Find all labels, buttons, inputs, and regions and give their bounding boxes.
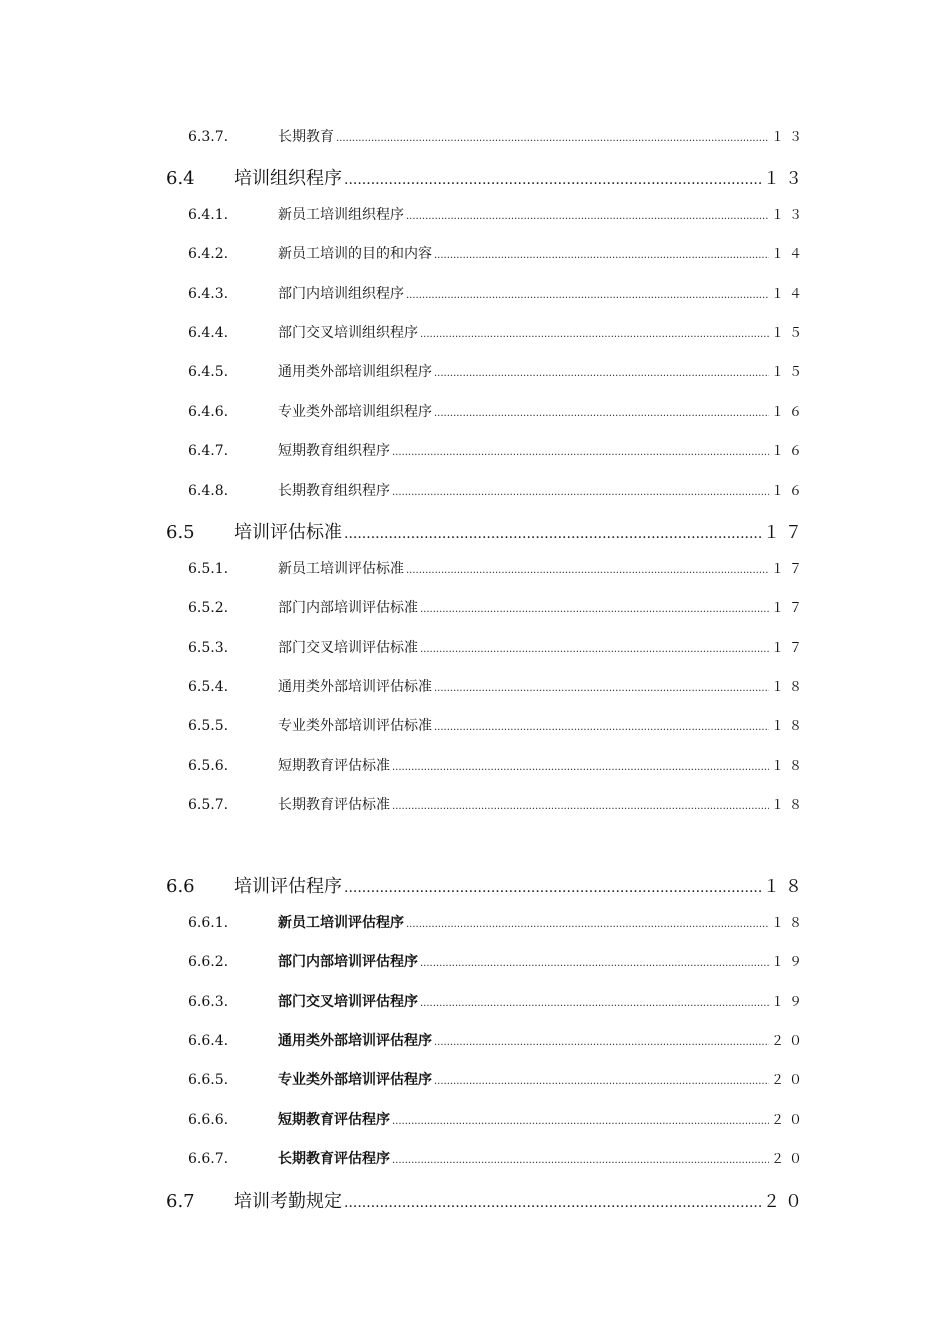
toc-number: 6.4.4. <box>188 325 229 341</box>
toc-entry-6-4-7[interactable] <box>188 440 807 460</box>
toc-entry-6-6-7[interactable] <box>188 1148 807 1168</box>
toc-number: 6.4.1. <box>188 207 229 223</box>
dot-leader <box>434 246 769 262</box>
toc-title: 短期教育评估程序 <box>278 1112 390 1128</box>
toc-number: 6.6.5. <box>188 1072 229 1088</box>
toc-title: 新员工培训评估程序 <box>278 915 404 931</box>
toc-page-number: ２０ <box>763 1192 807 1212</box>
toc-page-number: １８ <box>770 719 807 734</box>
toc-number: 6.4 <box>166 168 195 189</box>
toc-number: 6.6.2. <box>188 954 229 970</box>
toc-title: 专业类外部培训评估标准 <box>278 718 432 734</box>
dot-leader <box>420 994 769 1010</box>
toc-entry-6-4-1[interactable] <box>188 204 807 224</box>
toc-entry-6-4-6[interactable] <box>188 401 807 421</box>
toc-entry-6-4-8[interactable] <box>188 480 807 500</box>
toc-entry-6-4-5[interactable] <box>188 361 807 381</box>
toc-entry-6-5-3[interactable] <box>188 637 807 657</box>
toc-entry-6-7[interactable] <box>166 1187 807 1213</box>
toc-page-number: １３ <box>763 169 807 189</box>
dot-leader <box>392 797 769 813</box>
toc-title: 部门交叉培训组织程序 <box>278 325 418 341</box>
toc-title: 新员工培训的目的和内容 <box>278 246 432 262</box>
toc-number: 6.5 <box>166 522 195 543</box>
toc-title: 部门交叉培训评估程序 <box>278 994 418 1010</box>
toc-page-number: １６ <box>770 405 807 420</box>
dot-leader <box>434 1033 769 1049</box>
toc-page-number: １４ <box>770 247 807 262</box>
toc-page-number: １７ <box>770 562 807 577</box>
toc-page-number: １８ <box>770 916 807 931</box>
toc-title: 部门内培训组织程序 <box>278 286 404 302</box>
toc-entry-6-5-2[interactable] <box>188 597 807 617</box>
dot-leader <box>392 758 769 774</box>
dot-leader <box>344 168 761 189</box>
toc-title: 长期教育组织程序 <box>278 483 390 499</box>
toc-number: 6.4.8. <box>188 483 229 499</box>
toc-page-number: ２０ <box>770 1034 807 1049</box>
dot-leader <box>420 954 769 970</box>
toc-page-number: １４ <box>770 287 807 302</box>
toc-page-number: １７ <box>763 523 807 543</box>
toc-page-number: ２０ <box>770 1073 807 1088</box>
dot-leader <box>406 207 769 223</box>
dot-leader <box>406 561 769 577</box>
toc-number: 6.6.7. <box>188 1151 229 1167</box>
toc-title: 长期教育 <box>278 129 334 145</box>
toc-title: 长期教育评估标准 <box>278 797 390 813</box>
toc-entry-6-6-5[interactable] <box>188 1069 807 1089</box>
toc-number: 6.6.1. <box>188 915 229 931</box>
dot-leader <box>392 483 769 499</box>
dot-leader <box>392 443 769 459</box>
toc-title: 专业类外部培训组织程序 <box>278 404 432 420</box>
toc-title: 通用类外部培训组织程序 <box>278 364 432 380</box>
toc-title: 部门内部培训评估程序 <box>278 954 418 970</box>
toc-title: 培训组织程序 <box>234 168 342 189</box>
toc-number: 6.4.3. <box>188 286 229 302</box>
dot-leader <box>420 600 769 616</box>
toc-number: 6.3.7. <box>188 129 229 145</box>
toc-entry-6-3-7[interactable] <box>188 126 807 146</box>
dot-leader <box>434 679 769 695</box>
toc-entry-6-5-7[interactable] <box>188 794 807 814</box>
toc-page-number: １７ <box>770 601 807 616</box>
toc-number: 6.5.4. <box>188 679 229 695</box>
toc-page-number: １６ <box>770 484 807 499</box>
toc-title: 专业类外部培训评估程序 <box>278 1072 432 1088</box>
toc-number: 6.4.5. <box>188 364 229 380</box>
toc-title: 短期教育评估标准 <box>278 758 390 774</box>
dot-leader <box>434 364 769 380</box>
toc-title: 通用类外部培训评估标准 <box>278 679 432 695</box>
toc-page-number: １８ <box>770 759 807 774</box>
dot-leader <box>420 325 769 341</box>
toc-number: 6.6.6. <box>188 1112 229 1128</box>
toc-entry-6-5-6[interactable] <box>188 755 807 775</box>
toc-entry-6-5[interactable] <box>166 518 807 544</box>
toc-entry-6-6-2[interactable] <box>188 951 807 971</box>
toc-number: 6.4.6. <box>188 404 229 420</box>
toc-entry-6-6-1[interactable] <box>188 912 807 932</box>
toc-page-number: １５ <box>770 326 807 341</box>
dot-leader <box>392 1151 769 1167</box>
toc-number: 6.7 <box>166 1191 195 1212</box>
toc-page-number: １７ <box>770 641 807 656</box>
toc-number: 6.6 <box>166 876 195 897</box>
toc-page-number: １６ <box>770 444 807 459</box>
toc-page-number: １９ <box>770 955 807 970</box>
toc-entry-6-4-2[interactable] <box>188 243 807 263</box>
dot-leader <box>420 640 769 656</box>
toc-title: 培训评估标准 <box>234 522 342 543</box>
toc-entry-6-6[interactable] <box>166 872 807 898</box>
toc-title: 长期教育评估程序 <box>278 1151 390 1167</box>
toc-number: 6.4.2. <box>188 246 229 262</box>
toc-page-number: １３ <box>770 208 807 223</box>
toc-page-number: １８ <box>770 680 807 695</box>
dot-leader <box>434 1072 769 1088</box>
toc-title: 培训考勤规定 <box>234 1191 342 1212</box>
dot-leader <box>344 876 761 897</box>
toc-title: 新员工培训组织程序 <box>278 207 404 223</box>
dot-leader <box>344 1191 761 1212</box>
toc-page-number: １９ <box>770 995 807 1010</box>
dot-leader <box>434 718 769 734</box>
toc-entry-6-4-3[interactable] <box>188 283 807 303</box>
toc-page-number: １８ <box>763 877 807 897</box>
toc-number: 6.6.3. <box>188 994 229 1010</box>
toc-page-number: １３ <box>770 130 807 145</box>
toc-title: 部门交叉培训评估标准 <box>278 640 418 656</box>
toc-number: 6.4.7. <box>188 443 229 459</box>
toc-number: 6.5.3. <box>188 640 229 656</box>
toc-entry-6-5-1[interactable] <box>188 558 807 578</box>
dot-leader <box>406 286 769 302</box>
toc-page-number: １５ <box>770 365 807 380</box>
dot-leader <box>392 1112 769 1128</box>
toc-entry-6-4[interactable] <box>166 164 807 190</box>
toc-number: 6.5.5. <box>188 718 229 734</box>
toc-title: 部门内部培训评估标准 <box>278 600 418 616</box>
toc-title: 新员工培训评估标准 <box>278 561 404 577</box>
toc-title: 通用类外部培训评估程序 <box>278 1033 432 1049</box>
toc-number: 6.5.1. <box>188 561 229 577</box>
toc-entry-6-4-4[interactable] <box>188 322 807 342</box>
toc-entry-6-6-6[interactable] <box>188 1109 807 1129</box>
toc-entry-6-5-5[interactable] <box>188 715 807 735</box>
toc-entry-6-6-3[interactable] <box>188 991 807 1011</box>
toc-number: 6.5.7. <box>188 797 229 813</box>
dot-leader <box>336 129 769 145</box>
dot-leader <box>434 404 769 420</box>
toc-number: 6.5.2. <box>188 600 229 616</box>
dot-leader <box>406 915 769 931</box>
toc-page-number: １８ <box>770 798 807 813</box>
toc-title: 短期教育组织程序 <box>278 443 390 459</box>
toc-page-number: ２０ <box>770 1152 807 1167</box>
toc-entry-6-5-4[interactable] <box>188 676 807 696</box>
dot-leader <box>344 522 761 543</box>
toc-number: 6.5.6. <box>188 758 229 774</box>
toc-number: 6.6.4. <box>188 1033 229 1049</box>
toc-title: 培训评估程序 <box>234 876 342 897</box>
toc-entry-6-6-4[interactable] <box>188 1030 807 1050</box>
toc-page-number: ２０ <box>770 1113 807 1128</box>
